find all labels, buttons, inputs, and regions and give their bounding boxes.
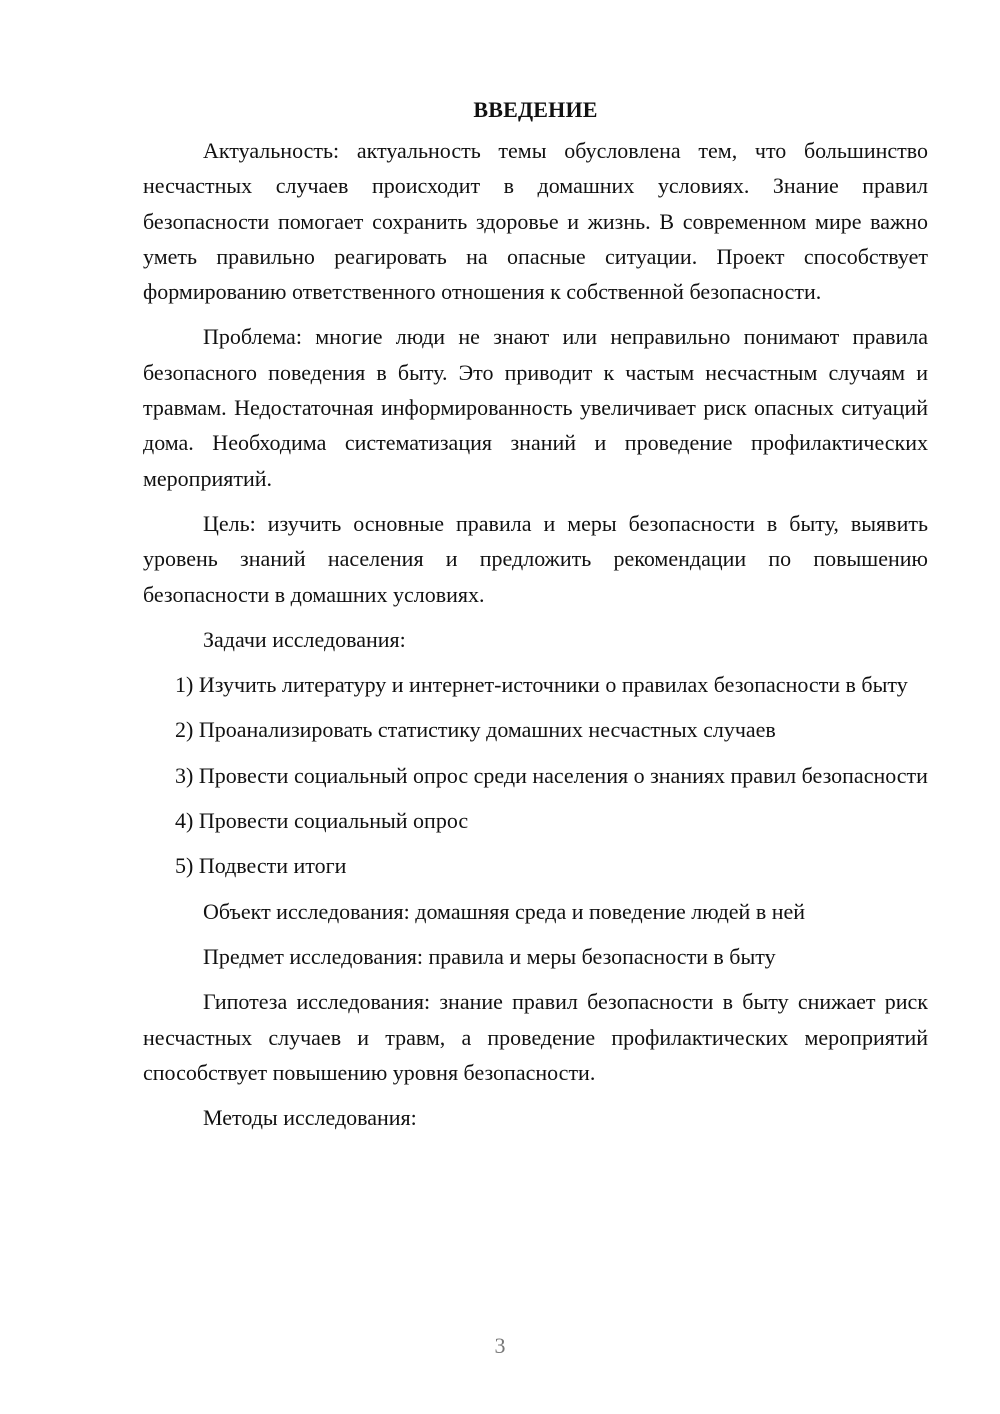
paragraph-goal: Цель: изучить основные правила и меры безопасности в быту, выявить уровень знаний населения и предложить рекомендации по повышению безопасности в домашних условиях. [143,510,928,607]
paragraph-tasks-heading: Задачи исследования: [203,626,406,652]
paragraph-subject: Предмет исследования: правила и меры безопасности в быту [203,943,776,969]
task-item-5: 5) Подвести итоги [175,853,347,879]
document-body [143,92,928,1145]
paragraph-hypothesis: Гипотеза исследования: знание правил безопасности в быту снижает риск несчастных случаев и травм, а проведение профилактических мероприятий способствует повышению уровня безопасности. [143,989,928,1085]
paragraph-problem: Проблема: многие люди не знают или неправильно понимают правила безопасного поведения в быту. Это приводит к частым несчастным случаям и травмам. Недостаточная информированность увеличивает риск опасных ситуаций дома. Необходима систематизация знаний и проведение профилактических мероприятий. [143,324,928,491]
page-number: 3 [494,1333,506,1358]
paragraph-methods: Методы исследования: [203,1105,417,1131]
task-item-4: 4) Провести социальный опрос [175,808,469,834]
section-title: ВВЕДЕНИЕ [473,97,598,122]
task-item-2: 2) Проанализировать статистику домашних несчастных случаев [175,717,776,743]
paragraph-relevance: Актуальность: актуальность темы обусловлена тем, что большинство несчастных случаев происходит в домашних условиях. Знание правил безопасности помогает сохранить здоровье и жизнь. В современном мире важно уметь правильно реагировать на опасные ситуации. Проект способствует формированию ответственного отношения к собственной безопасности. [143,138,928,305]
task-item-1: 1) Изучить литературу и интернет-источники о правилах безопасности в быту [175,672,908,698]
paragraph-object: Объект исследования: домашняя среда и поведение людей в ней [203,898,806,924]
task-item-3: 3) Провести социальный опрос среди населения о знаниях правил безопасности [175,762,928,788]
